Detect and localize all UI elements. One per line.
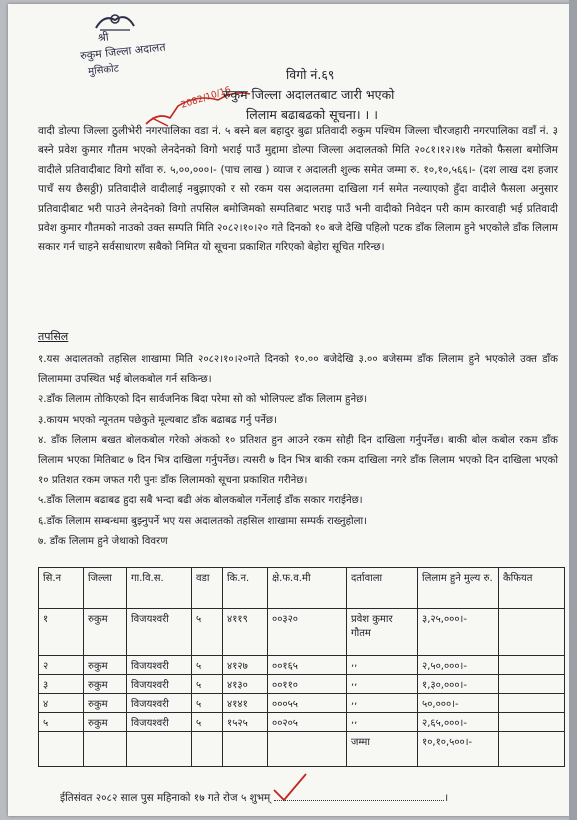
table-total-row	[39, 732, 565, 767]
table-cell: ,,	[347, 694, 418, 713]
table-cell: २	[39, 656, 84, 675]
table-cell: ५०,०००।-	[418, 694, 499, 713]
table-header-cell: लिलाम हुने मुल्य रु.	[418, 568, 499, 609]
table-cell: ,,	[347, 675, 418, 694]
table-cell: ४११९	[223, 609, 268, 656]
table-cell: विजयश्वरी	[127, 713, 192, 732]
notice-number: विगो नं.६९	[286, 67, 335, 82]
table-row	[39, 675, 565, 694]
note-item: ५.डाँक लिलाम बढाबढ हुदा सबै भन्दा बढी अंक बोलकबोल गर्नेलाई डाँक सकार गराईनेछ।	[38, 495, 363, 507]
table-cell: ५	[192, 675, 223, 694]
notice-body-paragraph: वादी डोल्पा जिल्ला ठुलीभेरी नगरपालिका वडा नं. ५ बस्ने बल बहादुर बुढा प्रतिवादी रुकुम पश्चिम जिल्ला चौरजहारी नगरपालिका वडाँ नं. ३ बस्ने प्रवेश कुमार गौतम भएको लेनदेनको विगो भराई पाउँ मुद्दामा डोल्पा जिल्ला अदालतको मिति २०८१।१२।१७ गतेको फैसला बमोजिम वादीले प्रतिवादीबाट विगो साँवा रु. ५,००,०००।- (पाच लाख ) व्याज र अदालती शुल्क समेत जम्मा रु. १०,१०,५६६।- (दश लाख दश हजार पाचँ सय छैसठ्ठी) प्रतिवादीले वादीलाई नबुझाएको र सो रकम यस अदालतमा दाखिला गर्न समेत नल्याएको हुँदा वादीले फैसला अनुसार प्रतिवादीबाट भरी पाउने लेनदेनको विगो तपसिल बमोजिमको सम्पतिबाट भराइ पाउँ भनी वादीको निवेदन परी काम कारवाही भई प्रतिवादी प्रवेश कुमार गौतमको नाउको उक्त सम्पति मिति २०८२।१०।२० गते दिनको १० बजे देखि पहिलो पटक डाँक लिलाम हुने भएकोले डाँक लिलाम सकार गर्न चाहने सर्वसाधारण सबैको निमित यो सूचना प्रकाशित गरिएको बेहोरा सूचित गरिन्छ।	[38, 125, 558, 254]
total-value: १०,१०,५००।-	[418, 732, 499, 767]
table-cell: रुकुम	[84, 656, 127, 675]
table-cell: १५२५	[223, 713, 268, 732]
table-cell: रुकुम	[84, 675, 127, 694]
table-cell: २,५०,०००।-	[418, 656, 499, 675]
table-header-cell: जिल्ला	[84, 568, 127, 609]
table-cell: १,३०,०००।-	[418, 675, 499, 694]
note-item: ७. डाँक लिलाम हुने जेथाको विवरण	[38, 535, 168, 547]
note-item: २.डाँक लिलाम तोकिएको दिन सार्वजनिक बिदा परेमा सो को भोलिपल्ट डाँक लिलाम हुनेछ।	[38, 394, 368, 406]
table-cell: २,६५,०००।-	[418, 713, 499, 732]
table-cell: ५	[192, 694, 223, 713]
table-cell: ,,	[347, 656, 418, 675]
table-cell: ३,२५,०००।-	[418, 609, 499, 656]
table-cell	[499, 609, 565, 656]
table-cell: ४१४१	[223, 694, 268, 713]
table-cell	[499, 694, 565, 713]
footer-end: ।	[444, 792, 449, 804]
table-cell: ५	[192, 713, 223, 732]
notice-title-line-1: रुकुम जिल्ला अदालतबाट जारी भएको	[223, 87, 395, 102]
dotted-line	[274, 800, 444, 801]
table-cell: १	[39, 609, 84, 656]
footer-date-line	[60, 791, 448, 805]
table-cell: ३	[39, 675, 84, 694]
table-cell	[499, 675, 565, 694]
table-row	[39, 713, 565, 732]
table-cell: ००३२०	[268, 609, 347, 656]
table-cell	[499, 656, 565, 675]
note-item: ६.डाँक लिलाम सम्बन्धमा बुझ्नुपर्ने भए यस अदालतको तहसिल शाखामा सम्पर्क राख्नुहोला।	[38, 515, 368, 527]
table-cell: ००१६५	[268, 656, 347, 675]
table-cell: ०००५५	[268, 694, 347, 713]
notice-page	[8, 4, 569, 816]
table-row	[39, 609, 565, 656]
seal-line-2: रुकुम जिल्ला अदालत	[79, 40, 167, 63]
table-cell: ५	[192, 609, 223, 656]
table-row	[39, 656, 565, 675]
table-cell: रुकुम	[84, 609, 127, 656]
table-cell: रुकुम	[84, 713, 127, 732]
table-cell: विजयश्वरी	[127, 694, 192, 713]
table-header-cell: कैफियत	[499, 568, 565, 609]
table-cell: ४१२७	[223, 656, 268, 675]
table-header-cell: गा.वि.स.	[127, 568, 192, 609]
note-item: ४. डाँक लिलाम बखत बोलकबोल गरेको अंकको १० प्रतिशत हुन आउने रकम सोही दिन दाखिला गर्नुपर्नेछ। बाकी बोल कबोल रकम डाँक लिलाम भएका मितिबाट ७ दिन भित्र दाखिला गर्नुपर्नेछ। त्यसरी ७ दिन भित्र बाकी रकम दाखिला नगरे डाँक लिलाम भएको दिन दाखिला भएको १० प्रतिशत रकम जफत गरी पुनः डाँक लिलामको सूचना प्रकाशित गरीनेछ।	[38, 434, 558, 487]
table-cell: ५	[192, 656, 223, 675]
table-header-cell: दर्तावाला	[347, 568, 418, 609]
notice-title-line-2: लिलाम बढाबढको सूचना। । ।	[246, 107, 378, 122]
tapsil-heading: तपसिल	[38, 330, 69, 343]
table-cell: ५	[39, 713, 84, 732]
table-cell: ,,	[347, 713, 418, 732]
table-cell: ००११०	[268, 675, 347, 694]
page-edge	[569, 0, 577, 820]
footer-date-text: ईतिसंवत २०८२ साल पुस महिनाको १७ गते रोज ५ शुभम्	[60, 792, 271, 804]
table-cell: ००२०५	[268, 713, 347, 732]
note-item: १.यस अदालतको तहसिल शाखामा मिति २०८२।१०।२०गते दिनको १०.०० बजेदेखि ३.०० बजेसम्म डाँक लिलाम हुने भएकोले उक्त डाँक लिलाममा उपस्थित भई बोलकबोल गर्न सकिन्छ।	[38, 354, 558, 386]
table-cell: विजयश्वरी	[127, 656, 192, 675]
table-header-cell: सि.न	[39, 568, 84, 609]
note-item: ३.कायम भएको न्यूनतम पछेकुते मूल्यबाट डाँक बढाबढ गर्नु पर्नेछ।	[38, 414, 277, 426]
emblem-icon	[90, 10, 140, 32]
annotation-text: 2082/10/16	[179, 85, 233, 111]
auction-property-table	[38, 567, 565, 767]
table-cell: ४	[39, 694, 84, 713]
table-cell: रुकुम	[84, 694, 127, 713]
table-header-cell: कि.न.	[223, 568, 268, 609]
seal-line-3: मुसिकोट	[87, 63, 120, 78]
table-cell: विजयश्वरी	[127, 675, 192, 694]
table-cell	[499, 713, 565, 732]
table-header-cell: वडा	[192, 568, 223, 609]
total-label: जम्मा	[347, 732, 418, 767]
court-seal	[68, 10, 167, 85]
table-row	[39, 694, 565, 713]
table-header-row	[39, 568, 565, 609]
table-cell: ४१३०	[223, 675, 268, 694]
notes-list	[38, 350, 558, 552]
seal-line-1: श्री	[97, 30, 110, 45]
table-header-cell: क्षे.फ.व.मी	[268, 568, 347, 609]
table-cell: विजयश्वरी	[127, 609, 192, 656]
table-cell: प्रवेश कुमार गौतम	[347, 609, 418, 656]
